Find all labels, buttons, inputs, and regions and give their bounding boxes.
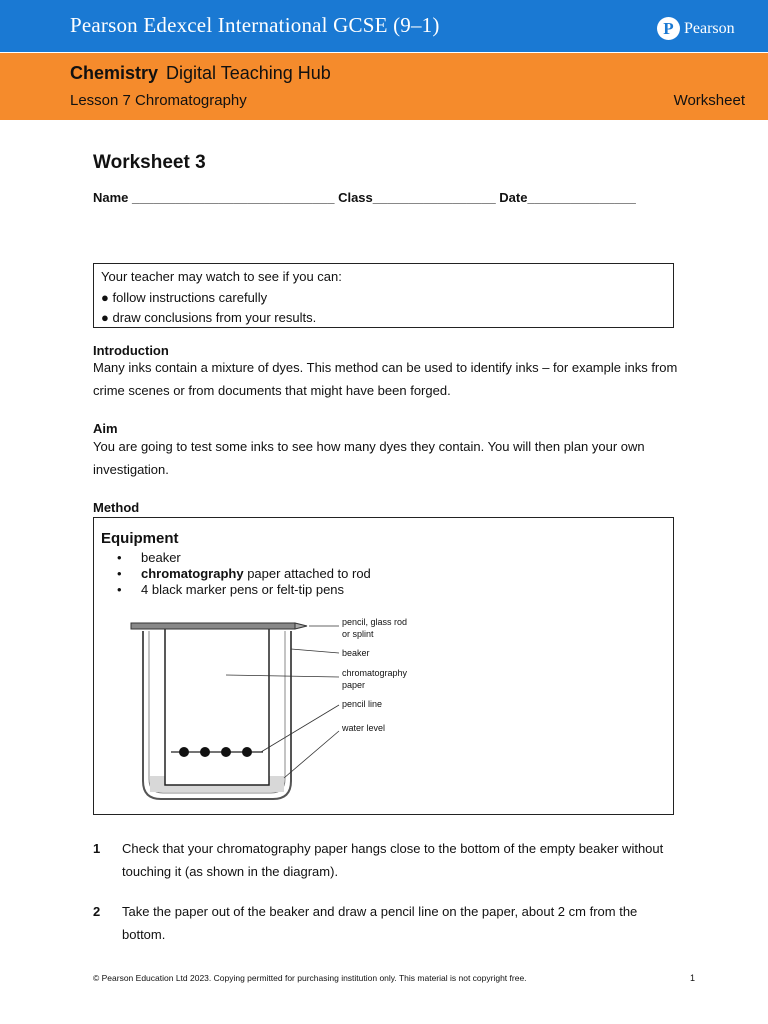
ink-spot bbox=[221, 747, 231, 757]
label-pencil-line: pencil line bbox=[342, 699, 383, 709]
copyright-footer: © Pearson Education Ltd 2023. Copying permitted for purchasing institution only. This material is not copyright free. bbox=[93, 973, 527, 983]
leader-line bbox=[291, 649, 339, 653]
label-rod: or splint bbox=[342, 629, 374, 639]
observation-box bbox=[93, 263, 674, 328]
label-rod: pencil, glass rod bbox=[342, 617, 408, 627]
hub-name: Digital Teaching Hub bbox=[166, 63, 331, 83]
label-paper: paper bbox=[342, 680, 366, 690]
bullet-icon: • bbox=[117, 550, 122, 565]
name-class-date-row: Name ____________________________ Class_________________ Date_______________ bbox=[93, 190, 636, 205]
step-text: Check that your chromatography paper hangs close to the bottom of the empty beaker without touching it (as shown in the diagram). bbox=[122, 841, 664, 879]
qualification-title: Pearson Edexcel International GCSE (9–1) bbox=[70, 13, 440, 37]
chromatography-diagram bbox=[121, 613, 421, 813]
leader-line bbox=[261, 705, 339, 752]
document-type: Worksheet bbox=[673, 92, 745, 109]
aim-text: You are going to test some inks to see how many dyes they contain. You will then plan your own investigation. bbox=[93, 439, 645, 477]
observation-line: ● follow instructions carefully bbox=[101, 289, 268, 305]
top-banner bbox=[0, 0, 768, 52]
pearson-logo-word: Pearson bbox=[684, 19, 735, 37]
subject-name: Chemistry bbox=[70, 63, 159, 83]
label-paper: chromatography bbox=[342, 668, 408, 678]
page-number: 1 bbox=[690, 973, 696, 983]
introduction-label: Introduction bbox=[93, 343, 169, 358]
equipment-item: • chromatography paper attached to rod bbox=[117, 566, 371, 581]
equipment-item: • beaker bbox=[117, 550, 181, 565]
introduction-text: Many inks contain a mixture of dyes. This method can be used to identify inks – for example inks from crime scenes or from documents that might have been forged. bbox=[93, 360, 678, 398]
equipment-list bbox=[94, 550, 371, 598]
subject-line bbox=[70, 63, 331, 84]
label-water-level: water level bbox=[342, 723, 386, 733]
step-number: 1 bbox=[93, 841, 101, 856]
leader-line bbox=[284, 731, 339, 778]
bullet-icon: • bbox=[117, 582, 122, 597]
lesson-title: Lesson 7 Chromatography bbox=[70, 92, 247, 109]
label-beaker: beaker bbox=[342, 648, 370, 658]
pencil-rod bbox=[131, 623, 295, 629]
observation-line: ● draw conclusions from your results. bbox=[101, 310, 317, 325]
equipment-box bbox=[93, 517, 674, 815]
worksheet-heading: Worksheet 3 bbox=[93, 152, 206, 173]
observation-line: Your teacher may watch to see if you can: bbox=[101, 269, 342, 284]
method-label: Method bbox=[93, 500, 140, 515]
pearson-logo-icon: P bbox=[657, 17, 680, 40]
step-number: 2 bbox=[93, 904, 101, 919]
pearson-logo bbox=[657, 17, 735, 40]
aim-label: Aim bbox=[93, 421, 118, 436]
equipment-item: • 4 black marker pens or felt-tip pens bbox=[117, 582, 345, 597]
ink-spot bbox=[200, 747, 210, 757]
step-text: Take the paper out of the beaker and draw a pencil line on the paper, about 2 cm from the bottom. bbox=[122, 904, 638, 942]
bullet-icon: • bbox=[117, 566, 122, 581]
ink-spot bbox=[242, 747, 252, 757]
equipment-heading: Equipment bbox=[101, 530, 179, 547]
ink-spot bbox=[179, 747, 189, 757]
pencil-tip bbox=[295, 623, 307, 629]
chromatography-paper bbox=[165, 625, 269, 785]
subject-banner bbox=[0, 53, 768, 120]
